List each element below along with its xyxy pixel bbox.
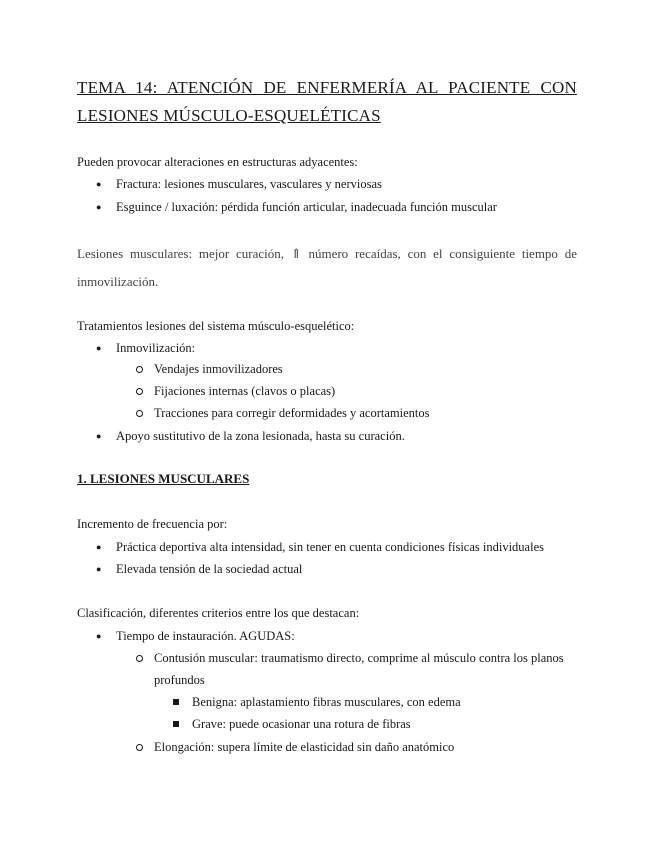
frequency-lead: Incremento de frecuencia por: bbox=[77, 517, 228, 531]
square-bullet-icon bbox=[173, 721, 179, 727]
sub-list-item: Fijaciones internas (clavos o placas) bbox=[154, 384, 336, 398]
bullet-icon: ● bbox=[96, 631, 102, 641]
sub-list-item-continuation: profundos bbox=[154, 673, 205, 687]
bullet-icon: ● bbox=[96, 179, 102, 189]
circle-bullet-icon bbox=[136, 388, 143, 395]
list-item: Elevada tensión de la sociedad actual bbox=[116, 562, 303, 576]
subsub-list-item: Grave: puede ocasionar una rotura de fibras bbox=[192, 717, 411, 731]
muscle-note-paragraph: Lesiones musculares: mejor curación, ⇑ número recaídas, con el consiguiente tiempo de inmovilización. bbox=[77, 246, 577, 289]
square-bullet-icon bbox=[173, 699, 179, 705]
list-item: Inmovilización: bbox=[116, 341, 196, 355]
section-heading: 1. LESIONES MUSCULARES bbox=[77, 471, 250, 486]
sub-list-item: Tracciones para corregir deformidades y acortamientos bbox=[154, 406, 430, 420]
circle-bullet-icon bbox=[136, 655, 143, 662]
classification-lead: Clasificación, diferentes criterios entre los que destacan: bbox=[77, 606, 360, 620]
list-item: Práctica deportiva alta intensidad, sin tener en cuenta condiciones físicas individuales bbox=[116, 540, 544, 554]
sub-list-item: Contusión muscular: traumatismo directo, comprime al músculo contra los planos bbox=[154, 651, 564, 665]
sub-list-item: Elongación: supera límite de elasticidad sin daño anatómico bbox=[154, 740, 455, 754]
bullet-icon: ● bbox=[96, 542, 102, 552]
page-title: TEMA 14: ATENCIÓN DE ENFERMERÍA AL PACIENTE CON LESIONES MÚSCULO-ESQUELÉTICAS bbox=[77, 78, 577, 125]
circle-bullet-icon bbox=[136, 744, 143, 751]
list-item: Esguince / luxación: pérdida función articular, inadecuada función muscular bbox=[116, 200, 497, 214]
bullet-icon: ● bbox=[96, 564, 102, 574]
list-item: Tiempo de instauración. AGUDAS: bbox=[116, 629, 295, 643]
list-item: Apoyo sustitutivo de la zona lesionada, hasta su curación. bbox=[116, 429, 405, 443]
circle-bullet-icon bbox=[136, 410, 143, 417]
circle-bullet-icon bbox=[136, 366, 143, 373]
bullet-icon: ● bbox=[96, 343, 102, 353]
treatments-lead: Tratamientos lesiones del sistema músculo-esquelético: bbox=[77, 319, 355, 333]
bullet-icon: ● bbox=[96, 431, 102, 441]
list-item: Fractura: lesiones musculares, vasculares y nerviosas bbox=[116, 177, 382, 191]
sub-list-item: Vendajes inmovilizadores bbox=[154, 362, 283, 376]
bullet-icon: ● bbox=[96, 202, 102, 212]
subsub-list-item: Benigna: aplastamiento fibras musculares, con edema bbox=[192, 695, 461, 709]
intro-lead: Pueden provocar alteraciones en estructuras adyacentes: bbox=[77, 155, 358, 169]
